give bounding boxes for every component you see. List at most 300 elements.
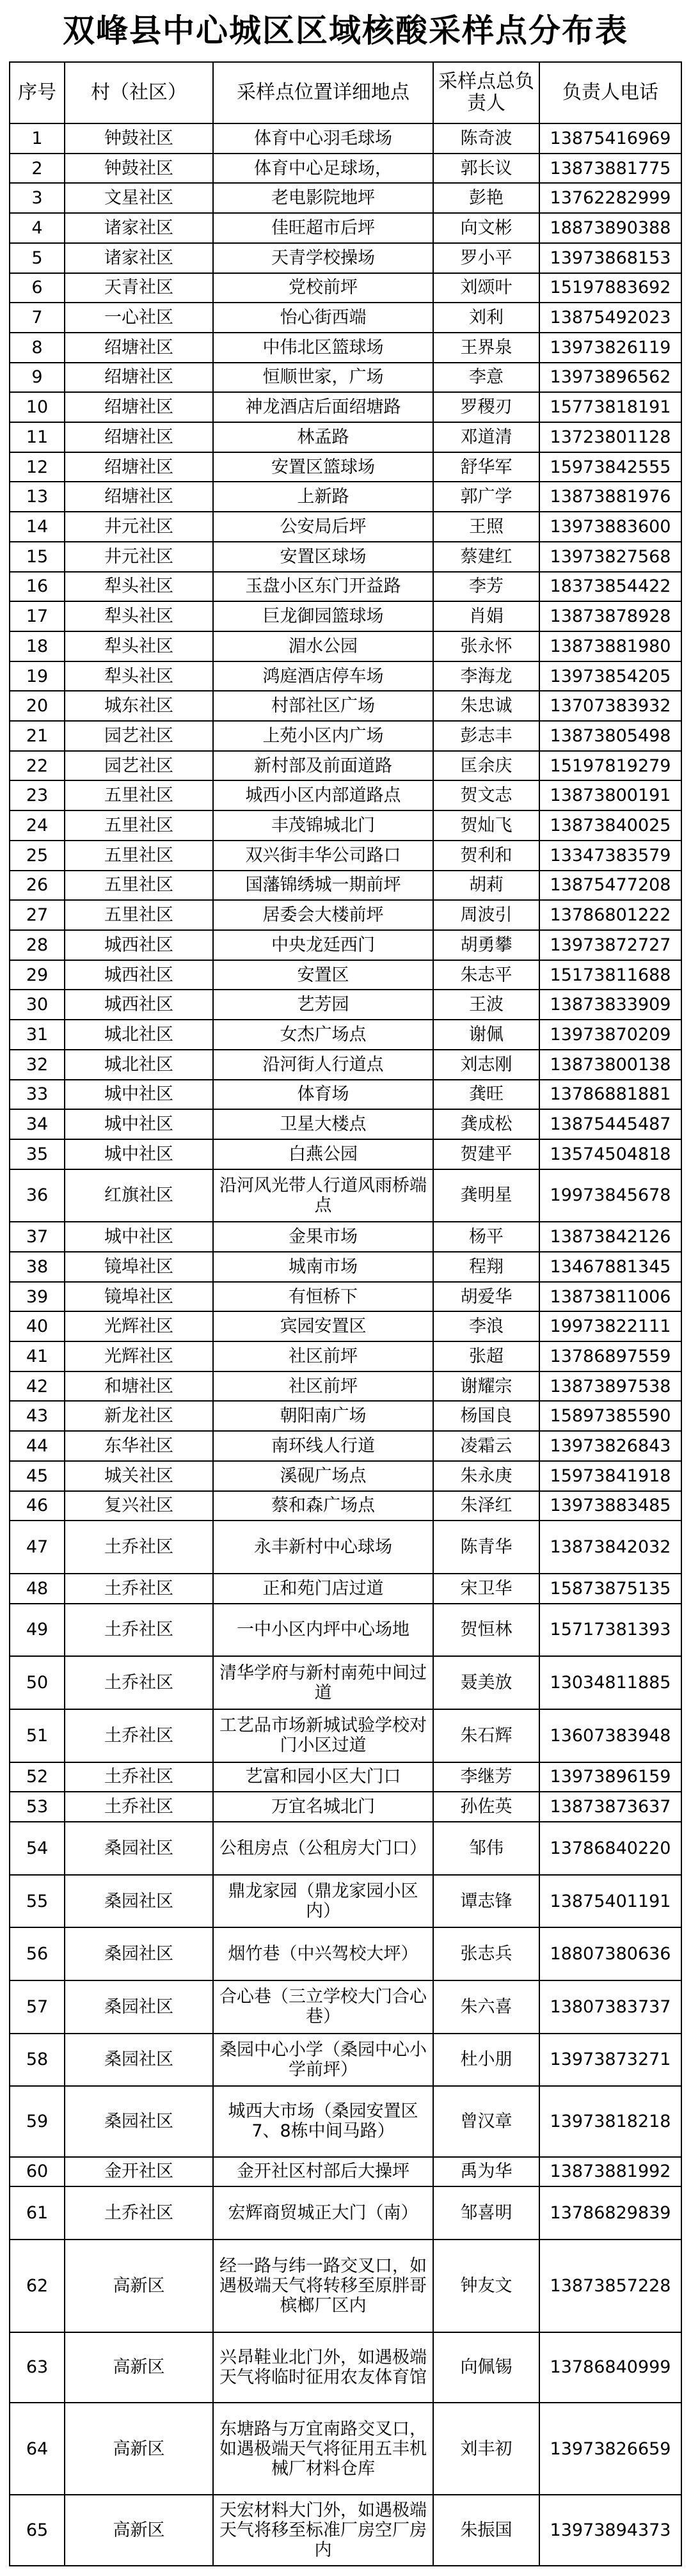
table-row — [10, 243, 681, 273]
cell-manager: 贺灿飞 — [433, 810, 539, 841]
table-row — [10, 1875, 681, 1928]
cell-location: 玉盘小区东门开益路 — [213, 572, 433, 602]
cell-manager: 肖娟 — [433, 601, 539, 631]
cell-no: 65 — [10, 2495, 65, 2566]
table-row — [10, 1252, 681, 1282]
cell-location: 双兴街丰华公司路口 — [213, 841, 433, 871]
cell-phone: 13707383932 — [539, 691, 681, 721]
cell-phone: 13762282999 — [539, 183, 681, 213]
cell-community: 城西社区 — [65, 930, 213, 960]
cell-phone: 18807380636 — [539, 1927, 681, 1980]
cell-manager: 李海龙 — [433, 661, 539, 691]
cell-no: 7 — [10, 303, 65, 333]
cell-no: 16 — [10, 572, 65, 602]
cell-manager: 杜小朋 — [433, 2034, 539, 2087]
cell-no: 10 — [10, 392, 65, 422]
cell-community: 诸家社区 — [65, 243, 213, 273]
cell-community: 光辉社区 — [65, 1341, 213, 1371]
cell-location: 社区前坪 — [213, 1371, 433, 1402]
cell-manager: 陈青华 — [433, 1521, 539, 1574]
cell-phone: 13973883600 — [539, 512, 681, 542]
cell-community: 园艺社区 — [65, 751, 213, 781]
table-row — [10, 841, 681, 871]
cell-phone: 13875445487 — [539, 1109, 681, 1139]
cell-phone: 13873840025 — [539, 810, 681, 841]
table-row — [10, 2086, 681, 2156]
cell-manager: 彭艳 — [433, 183, 539, 213]
cell-no: 55 — [10, 1875, 65, 1928]
cell-no: 24 — [10, 810, 65, 841]
table-row — [10, 183, 681, 213]
table-row — [10, 1604, 681, 1657]
cell-location: 公安局后坪 — [213, 512, 433, 542]
cell-location: 永丰新村中心球场 — [213, 1521, 433, 1574]
cell-manager: 贺恒林 — [433, 1604, 539, 1657]
cell-manager: 朱志平 — [433, 960, 539, 990]
cell-manager: 聂美放 — [433, 1656, 539, 1709]
cell-phone: 13973896562 — [539, 363, 681, 393]
cell-community: 一心社区 — [65, 303, 213, 333]
cell-location: 白燕公园 — [213, 1139, 433, 1169]
cell-no: 4 — [10, 213, 65, 243]
cell-manager: 刘利 — [433, 303, 539, 333]
cell-manager: 龚旺 — [433, 1080, 539, 1110]
cell-manager: 龚明星 — [433, 1169, 539, 1222]
cell-community: 镜埠社区 — [65, 1252, 213, 1282]
cell-phone: 13786829839 — [539, 2186, 681, 2240]
cell-phone: 13873805498 — [539, 721, 681, 751]
cell-phone: 13973827568 — [539, 542, 681, 572]
cell-phone: 13034811885 — [539, 1656, 681, 1709]
table-row — [10, 1080, 681, 1110]
cell-location: 卫星大楼点 — [213, 1109, 433, 1139]
header-phone: 负责人电话 — [539, 62, 681, 123]
table-row — [10, 123, 681, 154]
cell-manager: 张永怀 — [433, 631, 539, 661]
cell-phone: 13807383737 — [539, 1980, 681, 2034]
table-row — [10, 1822, 681, 1875]
cell-no: 52 — [10, 1762, 65, 1792]
cell-manager: 刘颂叶 — [433, 273, 539, 303]
cell-manager: 刘志刚 — [433, 1050, 539, 1080]
cell-manager: 罗稷刃 — [433, 392, 539, 422]
cell-manager: 孙佐英 — [433, 1792, 539, 1822]
cell-community: 钟鼓社区 — [65, 123, 213, 154]
cell-manager: 蔡建红 — [433, 542, 539, 572]
table-row — [10, 1461, 681, 1491]
cell-no: 36 — [10, 1169, 65, 1222]
cell-community: 高新区 — [65, 2403, 213, 2495]
cell-no: 41 — [10, 1341, 65, 1371]
table-row — [10, 2403, 681, 2495]
cell-phone: 15717381393 — [539, 1604, 681, 1657]
cell-phone: 13875401191 — [539, 1875, 681, 1928]
cell-no: 47 — [10, 1521, 65, 1574]
cell-location: 党校前坪 — [213, 273, 433, 303]
cell-manager: 郭长议 — [433, 154, 539, 184]
cell-phone: 13786801222 — [539, 900, 681, 930]
cell-community: 城中社区 — [65, 1139, 213, 1169]
cell-phone: 15197883692 — [539, 273, 681, 303]
cell-phone: 13875416969 — [539, 123, 681, 154]
sampling-sites-table — [9, 61, 682, 2566]
cell-community: 桑园社区 — [65, 1927, 213, 1980]
cell-phone: 13723801128 — [539, 422, 681, 452]
cell-location: 安置区球场 — [213, 542, 433, 572]
cell-community: 五里社区 — [65, 871, 213, 901]
cell-community: 城西社区 — [65, 960, 213, 990]
cell-manager: 贺建平 — [433, 1139, 539, 1169]
cell-phone: 13873842032 — [539, 1521, 681, 1574]
cell-phone: 13973826119 — [539, 333, 681, 363]
cell-community: 城中社区 — [65, 1222, 213, 1252]
table-row — [10, 1139, 681, 1169]
cell-no: 3 — [10, 183, 65, 213]
cell-manager: 禹为华 — [433, 2157, 539, 2187]
cell-phone: 13574504818 — [539, 1139, 681, 1169]
cell-phone: 13973894373 — [539, 2495, 681, 2566]
cell-location: 国藩锦绣城一期前坪 — [213, 871, 433, 901]
cell-community: 文星社区 — [65, 183, 213, 213]
cell-no: 25 — [10, 841, 65, 871]
cell-location: 老电影院地坪 — [213, 183, 433, 213]
cell-location: 城西小区内部道路点 — [213, 780, 433, 810]
table-row — [10, 1050, 681, 1080]
cell-community: 土乔社区 — [65, 1762, 213, 1792]
cell-no: 58 — [10, 2034, 65, 2087]
cell-phone: 13973826659 — [539, 2403, 681, 2495]
table-row — [10, 213, 681, 243]
cell-manager: 李意 — [433, 363, 539, 393]
cell-manager: 凌霜云 — [433, 1431, 539, 1461]
cell-location: 社区前坪 — [213, 1341, 433, 1371]
table-row — [10, 1980, 681, 2034]
header-location: 采样点位置详细地点 — [213, 62, 433, 123]
cell-manager: 宋卫华 — [433, 1574, 539, 1604]
cell-phone: 15197819279 — [539, 751, 681, 781]
cell-no: 35 — [10, 1139, 65, 1169]
cell-phone: 13347383579 — [539, 841, 681, 871]
cell-location: 艺芳园 — [213, 990, 433, 1020]
table-row — [10, 751, 681, 781]
cell-location: 艺富和园小区大门口 — [213, 1762, 433, 1792]
cell-phone: 18373854422 — [539, 572, 681, 602]
table-row — [10, 1762, 681, 1792]
header-manager: 采样点总负责人 — [433, 62, 539, 123]
cell-location: 工艺品市场新城试验学校对门小区过道 — [213, 1709, 433, 1762]
cell-no: 54 — [10, 1822, 65, 1875]
cell-phone: 13873878928 — [539, 601, 681, 631]
cell-no: 6 — [10, 273, 65, 303]
cell-manager: 杨国良 — [433, 1401, 539, 1431]
cell-no: 2 — [10, 154, 65, 184]
cell-no: 39 — [10, 1282, 65, 1312]
cell-manager: 程翔 — [433, 1252, 539, 1282]
cell-location: 湄水公园 — [213, 631, 433, 661]
cell-community: 土乔社区 — [65, 1656, 213, 1709]
cell-phone: 13973826843 — [539, 1431, 681, 1461]
table-row — [10, 572, 681, 602]
table-row — [10, 1371, 681, 1402]
cell-manager: 王界泉 — [433, 333, 539, 363]
cell-no: 44 — [10, 1431, 65, 1461]
cell-community: 园艺社区 — [65, 721, 213, 751]
cell-phone: 13873811006 — [539, 1282, 681, 1312]
cell-location: 体育中心羽毛球场 — [213, 123, 433, 154]
cell-manager: 邹伟 — [433, 1822, 539, 1875]
cell-location: 恒顺世家，广场 — [213, 363, 433, 393]
table-row — [10, 1927, 681, 1980]
cell-community: 五里社区 — [65, 841, 213, 871]
cell-community: 犁头社区 — [65, 661, 213, 691]
table-row — [10, 601, 681, 631]
cell-location: 林孟路 — [213, 422, 433, 452]
cell-location: 沿河街人行道点 — [213, 1050, 433, 1080]
cell-community: 井元社区 — [65, 542, 213, 572]
cell-manager: 朱六喜 — [433, 1980, 539, 2034]
cell-manager: 王照 — [433, 512, 539, 542]
cell-location: 一中小区内坪中心场地 — [213, 1604, 433, 1657]
cell-community: 高新区 — [65, 2332, 213, 2403]
cell-phone: 13873897538 — [539, 1371, 681, 1402]
table-row — [10, 1341, 681, 1371]
table-row — [10, 631, 681, 661]
cell-phone: 13973818218 — [539, 2086, 681, 2156]
cell-phone: 19973822111 — [539, 1311, 681, 1341]
cell-manager: 谭志锋 — [433, 1875, 539, 1928]
cell-no: 26 — [10, 871, 65, 901]
cell-manager: 舒华军 — [433, 452, 539, 482]
cell-manager: 李芳 — [433, 572, 539, 602]
table-row — [10, 1401, 681, 1431]
cell-no: 42 — [10, 1371, 65, 1402]
table-row — [10, 452, 681, 482]
table-row — [10, 482, 681, 512]
cell-no: 46 — [10, 1491, 65, 1521]
cell-manager: 谢佩 — [433, 1020, 539, 1050]
cell-location: 宾园安置区 — [213, 1311, 433, 1341]
cell-community: 城中社区 — [65, 1109, 213, 1139]
cell-manager: 彭志丰 — [433, 721, 539, 751]
cell-phone: 15173811688 — [539, 960, 681, 990]
cell-manager: 胡爱华 — [433, 1282, 539, 1312]
cell-location: 鸿庭酒店停车场 — [213, 661, 433, 691]
document-title: 双峰县中心城区区域核酸采样点分布表 — [63, 12, 628, 49]
cell-community: 高新区 — [65, 2495, 213, 2566]
cell-no: 28 — [10, 930, 65, 960]
table-row — [10, 1574, 681, 1604]
cell-community: 城北社区 — [65, 1050, 213, 1080]
cell-phone: 15897385590 — [539, 1401, 681, 1431]
cell-manager: 邹喜明 — [433, 2186, 539, 2240]
cell-community: 桑园社区 — [65, 2034, 213, 2087]
table-row — [10, 2157, 681, 2187]
cell-location: 桑园中心小学（桑园中心小学前坪） — [213, 2034, 433, 2087]
cell-location: 村部社区广场 — [213, 691, 433, 721]
cell-location: 公租房点（公租房大门口） — [213, 1822, 433, 1875]
cell-community: 土乔社区 — [65, 1709, 213, 1762]
cell-community: 五里社区 — [65, 900, 213, 930]
cell-manager: 贺利和 — [433, 841, 539, 871]
cell-location: 烟竹巷（中兴驾校大坪） — [213, 1927, 433, 1980]
cell-phone: 15873875135 — [539, 1574, 681, 1604]
cell-community: 城中社区 — [65, 1080, 213, 1110]
cell-manager: 曾汉章 — [433, 2086, 539, 2156]
table-row — [10, 900, 681, 930]
cell-no: 27 — [10, 900, 65, 930]
cell-community: 城东社区 — [65, 691, 213, 721]
cell-community: 犁头社区 — [65, 601, 213, 631]
cell-location: 万宜名城北门 — [213, 1792, 433, 1822]
cell-location: 安置区 — [213, 960, 433, 990]
cell-location: 正和苑门店过道 — [213, 1574, 433, 1604]
cell-community: 土乔社区 — [65, 1792, 213, 1822]
cell-community: 绍塘社区 — [65, 452, 213, 482]
cell-no: 31 — [10, 1020, 65, 1050]
cell-phone: 13873800138 — [539, 1050, 681, 1080]
cell-community: 和塘社区 — [65, 1371, 213, 1402]
table-row — [10, 2034, 681, 2087]
cell-phone: 13873881992 — [539, 2157, 681, 2187]
table-row — [10, 930, 681, 960]
cell-manager: 张超 — [433, 1341, 539, 1371]
cell-phone: 13973883485 — [539, 1491, 681, 1521]
cell-phone: 13873881775 — [539, 154, 681, 184]
cell-location: 经一路与纬一路交叉口，如遇极端天气将转移至原胖哥槟榔厂区内 — [213, 2240, 433, 2332]
cell-phone: 13973873271 — [539, 2034, 681, 2087]
cell-community: 犁头社区 — [65, 572, 213, 602]
table-row — [10, 721, 681, 751]
table-row — [10, 691, 681, 721]
cell-community: 诸家社区 — [65, 213, 213, 243]
table-row — [10, 333, 681, 363]
cell-community: 金开社区 — [65, 2157, 213, 2187]
cell-location: 安置区篮球场 — [213, 452, 433, 482]
table-row — [10, 512, 681, 542]
table-row — [10, 1491, 681, 1521]
cell-no: 51 — [10, 1709, 65, 1762]
table-row — [10, 960, 681, 990]
cell-location: 中伟北区篮球场 — [213, 333, 433, 363]
cell-location: 中央龙廷西门 — [213, 930, 433, 960]
table-row — [10, 780, 681, 810]
cell-phone: 13786897559 — [539, 1341, 681, 1371]
cell-phone: 13786840220 — [539, 1822, 681, 1875]
cell-phone: 13873833909 — [539, 990, 681, 1020]
cell-no: 45 — [10, 1461, 65, 1491]
cell-manager: 贺文志 — [433, 780, 539, 810]
cell-community: 天青社区 — [65, 273, 213, 303]
cell-phone: 13973870209 — [539, 1020, 681, 1050]
cell-phone: 13973854205 — [539, 661, 681, 691]
cell-phone: 15773818191 — [539, 392, 681, 422]
cell-phone: 13973868153 — [539, 243, 681, 273]
cell-location: 丰茂锦城北门 — [213, 810, 433, 841]
table-row — [10, 1169, 681, 1222]
table-row — [10, 2186, 681, 2240]
cell-community: 桑园社区 — [65, 1980, 213, 2034]
table-row — [10, 990, 681, 1020]
cell-no: 1 — [10, 123, 65, 154]
cell-no: 21 — [10, 721, 65, 751]
cell-community: 高新区 — [65, 2240, 213, 2332]
cell-phone: 13786881881 — [539, 1080, 681, 1110]
cell-location: 溪砚广场点 — [213, 1461, 433, 1491]
table-row — [10, 542, 681, 572]
cell-no: 64 — [10, 2403, 65, 2495]
cell-no: 13 — [10, 482, 65, 512]
table-row — [10, 1521, 681, 1574]
cell-community: 土乔社区 — [65, 1574, 213, 1604]
cell-no: 56 — [10, 1927, 65, 1980]
cell-location: 清华学府与新村南苑中间过道 — [213, 1656, 433, 1709]
cell-community: 光辉社区 — [65, 1311, 213, 1341]
cell-manager: 李继芳 — [433, 1762, 539, 1792]
cell-manager: 李浪 — [433, 1311, 539, 1341]
cell-phone: 13873873637 — [539, 1792, 681, 1822]
cell-community: 桑园社区 — [65, 1822, 213, 1875]
header-no: 序号 — [10, 62, 65, 123]
cell-no: 59 — [10, 2086, 65, 2156]
table-row — [10, 1792, 681, 1822]
table-row — [10, 154, 681, 184]
cell-community: 红旗社区 — [65, 1169, 213, 1222]
cell-phone: 19973845678 — [539, 1169, 681, 1222]
cell-no: 20 — [10, 691, 65, 721]
table-row — [10, 392, 681, 422]
cell-community: 桑园社区 — [65, 2086, 213, 2156]
table-row — [10, 1656, 681, 1709]
cell-phone: 13973872727 — [539, 930, 681, 960]
cell-no: 29 — [10, 960, 65, 990]
cell-location: 女杰广场点 — [213, 1020, 433, 1050]
cell-location: 体育中心足球场， — [213, 154, 433, 184]
cell-manager: 刘丰初 — [433, 2403, 539, 2495]
cell-phone: 13873881980 — [539, 631, 681, 661]
cell-manager: 钟友文 — [433, 2240, 539, 2332]
cell-no: 61 — [10, 2186, 65, 2240]
cell-community: 土乔社区 — [65, 1604, 213, 1657]
cell-manager: 胡勇攀 — [433, 930, 539, 960]
cell-manager: 向文彬 — [433, 213, 539, 243]
cell-community: 新龙社区 — [65, 1401, 213, 1431]
table-row — [10, 2240, 681, 2332]
cell-phone: 13873842126 — [539, 1222, 681, 1252]
cell-location: 佳旺超市后坪 — [213, 213, 433, 243]
cell-community: 东华社区 — [65, 1431, 213, 1461]
cell-manager: 朱振国 — [433, 2495, 539, 2566]
cell-community: 绍塘社区 — [65, 482, 213, 512]
table-row — [10, 871, 681, 901]
table-row — [10, 2495, 681, 2566]
cell-location: 兴昂鞋业北门外，如遇极端天气将临时征用农友体育馆 — [213, 2332, 433, 2403]
cell-no: 5 — [10, 243, 65, 273]
cell-community: 绍塘社区 — [65, 392, 213, 422]
cell-manager: 邓道清 — [433, 422, 539, 452]
cell-phone: 13786840999 — [539, 2332, 681, 2403]
cell-community: 桑园社区 — [65, 1875, 213, 1928]
table-row — [10, 1311, 681, 1341]
cell-location: 沿河风光带人行道风雨桥端点 — [213, 1169, 433, 1222]
cell-location: 南环线人行道 — [213, 1431, 433, 1461]
cell-no: 22 — [10, 751, 65, 781]
cell-manager: 王波 — [433, 990, 539, 1020]
cell-location: 鼎龙家园（鼎龙家园小区内） — [213, 1875, 433, 1928]
table-row — [10, 422, 681, 452]
cell-manager: 罗小平 — [433, 243, 539, 273]
cell-no: 14 — [10, 512, 65, 542]
cell-manager: 周波引 — [433, 900, 539, 930]
